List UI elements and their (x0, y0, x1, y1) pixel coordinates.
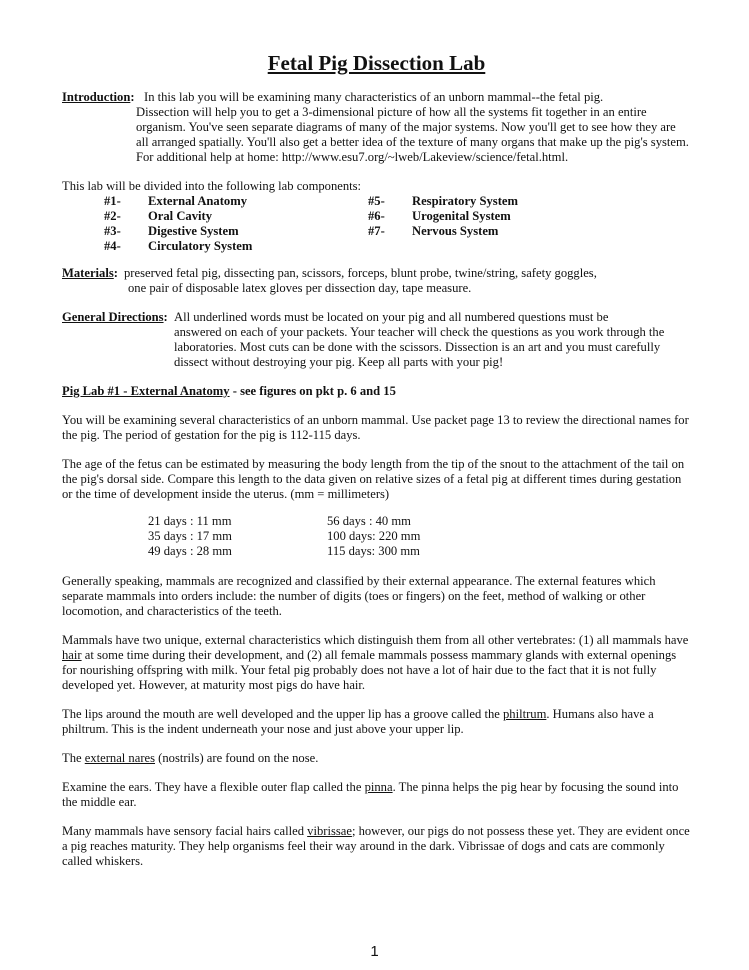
paragraph-examining: You will be examining several characteristics of an unborn mammal. Use packet page 13 to review the directional names for the pig. The period of gestation for the pig is 112-115 days. (62, 413, 689, 442)
introduction-label: Introduction (62, 90, 131, 104)
term-vibrissae: vibrissae (307, 824, 352, 838)
general-directions-first-line: All underlined words must be located on your pig and all numbered questions must be (174, 310, 609, 324)
component-item: #6- Urogenital System (368, 209, 511, 223)
term-external-nares: external nares (84, 751, 156, 765)
component-item: #5- Respiratory System (368, 194, 518, 208)
general-directions-label: General Directions (62, 310, 164, 324)
paragraph-nares: The external nares (nostrils) are found on the nose. (62, 751, 319, 765)
lab1-heading-line (62, 384, 691, 399)
size-entry: 21 days : 11 mm (148, 514, 232, 528)
paragraph-vibrissae: Many mammals have sensory facial hairs called vibrissae; however, our pigs do not possess these yet. They are evident once a pig reaches maturity. They help organisms feel their way around in the dark. Vibrissae of dogs and cats are commonly called whiskers. (62, 824, 690, 868)
introduction-body: Dissection will help you to get a 3-dimensional picture of how all the systems fit together in an entire organism. You've seen separate diagrams of many of the major systems. Now you'll get to see how they are all arranged spatially. You'll also get a better idea of the texture of many organs that make up the pig's system. For additional help at home: http://www.esu7.org/~lweb/Lakeview/science/fetal.html. (136, 105, 689, 164)
materials-body: one pair of disposable latex gloves per dissection day, tape measure. (128, 281, 472, 295)
term-hair: hair (62, 648, 82, 662)
component-item: #4- Circulatory System (104, 239, 253, 253)
introduction-first-line: In this lab you will be examining many characteristics of an unborn mammal--the fetal pig. (144, 90, 604, 104)
page-title: Fetal Pig Dissection Lab (267, 51, 486, 75)
paragraph-age: The age of the fetus can be estimated by measuring the body length from the tip of the snout to the attachment of the tail on the pig's dorsal side. Compare this length to the data given on relative sizes of a fetal pig at different times during gestation or the time of development inside the uterus. (mm = millimeters) (62, 457, 685, 501)
component-item: #7- Nervous System (368, 224, 499, 238)
components-list (104, 194, 691, 254)
paragraph-general: Generally speaking, mammals are recognized and classified by their external appearance. The external features which separate mammals into orders include: the number of digits (toes or fingers) on the feet, method of walking or other locomotion, and characteristics of the teeth. (62, 574, 656, 618)
components-intro: This lab will be divided into the following lab components: (62, 179, 362, 193)
introduction-section: Introduction: In this lab you will be examining many characteristics of an unborn mammal--the fetal pig. Dissection will help you to get a 3-dimensional picture of how all the systems fit together in an entire organism. You've seen separate diagrams of many of the major systems. Now you'll get to see how they are all arranged spatially. You'll also get a better idea of the texture of many organs that make up the pig's system. For additional help at home: http://www.esu7.org/~lweb/Lakeview/science/fetal.html. (62, 90, 691, 165)
size-entry: 56 days : 40 mm (327, 514, 411, 528)
term-pinna: pinna (364, 780, 393, 794)
component-item: #3- Digestive System (104, 224, 239, 238)
paragraph-hair: Mammals have two unique, external characteristics which distinguish them from all other vertebrates: (1) all mammals have hair at some time during their development, and (2) all female mammals possess mammary glands with external openings for nourishing offspring with milk. Your fetal pig probably does not have a lot of hair due to the fact that it is not fully developed yet. However, at maturity most pigs do have hair. (62, 633, 689, 692)
size-entry: 35 days : 17 mm (148, 529, 232, 543)
component-item: #1- External Anatomy (104, 194, 247, 208)
paragraph-lips: The lips around the mouth are well developed and the upper lip has a groove called the philtrum. Humans also have a philtrum. This is the indent underneath your nose and just above your upper lip. (62, 707, 654, 736)
size-table (62, 514, 691, 560)
materials-label: Materials (62, 266, 114, 280)
materials-first-line: preserved fetal pig, dissecting pan, scissors, forceps, blunt probe, twine/string, safety goggles, (124, 266, 597, 280)
general-directions-section: General Directions: All underlined words must be located on your pig and all numbered questions must be answered on each of your packets. Your teacher will check the questions as you work through the laboratories. Most cuts can be done with the scissors. Dissection is an art and you must carefully dissect without destroying your pig. Keep all parts with your pig! (62, 310, 691, 370)
component-item: #2- Oral Cavity (104, 209, 213, 223)
size-entry: 100 days: 220 mm (327, 529, 421, 543)
paragraph-ears: Examine the ears. They have a flexible outer flap called the pinna. The pinna helps the pig hear by focusing the sound into the middle ear. (62, 780, 679, 809)
general-directions-body: answered on each of your packets. Your teacher will check the questions as you work through the laboratories. Most cuts can be done with the scissors. Dissection is an art and you must carefully dissect without destroying your pig. Keep all parts with your pig! (174, 325, 665, 369)
term-philtrum: philtrum (502, 707, 547, 721)
size-entry: 115 days: 300 mm (327, 544, 420, 558)
materials-section: Materials: preserved fetal pig, dissecting pan, scissors, forceps, blunt probe, twine/string, safety goggles, one pair of disposable latex gloves per dissection day, tape measure. (62, 266, 691, 296)
size-entry: 49 days : 28 mm (148, 544, 232, 558)
lab1-subheading: - see figures on pkt p. 6 and 15 (229, 384, 396, 398)
lab1-heading: Pig Lab #1 - External Anatomy (62, 384, 230, 398)
page-number: 1 (370, 943, 379, 960)
